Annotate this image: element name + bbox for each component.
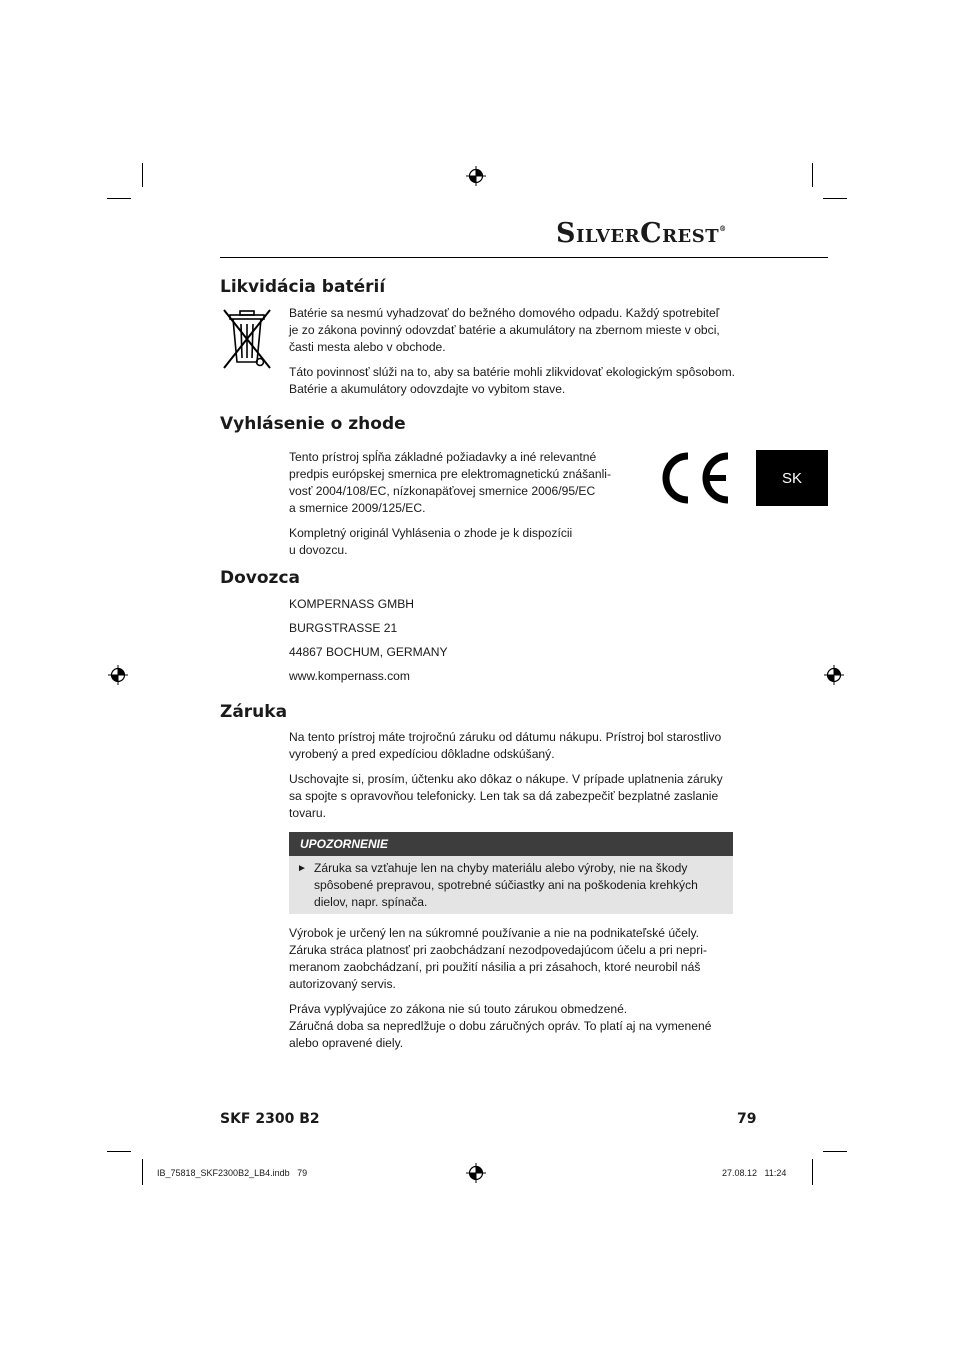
section-title-conformity: Vyhlásenie o zhode [220, 414, 406, 434]
section-title-importer: Dovozca [220, 568, 300, 588]
footer-model: SKF 2300 B2 [220, 1111, 320, 1127]
registration-mark-icon [824, 665, 844, 685]
warranty-paragraph-3: Výrobok je určený len na súkromné používanie a nie na podnikateľské účely. Záruka stráca platnosť pri zaobchádzaní nezodpovedajúcom účelu a pri nepri- meranom zaobchádzaní, pri použití násilia a pri zásahoch, ktoré neurobil náš autorizovaný servis. [289, 926, 707, 991]
warranty-paragraph-4: Práva vyplývajúce zo zákona nie sú touto zárukou obmedzené. Záručná doba sa nepredlžuje o dobu záručných opráv. To platí aj na vymenené alebo opravené diely. [289, 1002, 712, 1050]
registration-mark-icon [466, 166, 486, 186]
crop-mark [142, 163, 143, 187]
language-tab: SK [756, 450, 828, 506]
note-text: Záruka sa vzťahuje len na chyby materiálu alebo výroby, nie na škody spôsobené prepravou, spotrebné súčiastky ani na poškodenia krehkých dielov, napr. spínača. [314, 861, 698, 909]
print-datetime: 27.08.12 11:24 [722, 1168, 787, 1178]
note-body [289, 856, 733, 914]
crossed-out-bin-icon [220, 306, 274, 375]
section-title-batteries: Likvidácia batérií [220, 277, 386, 297]
crop-mark [142, 1159, 143, 1185]
arrow-bullet-icon: ► [297, 863, 307, 874]
batteries-paragraph-1: Batérie sa nesmú vyhadzovať do bežného domového odpadu. Každý spotrebiteľ je zo zákona povinný odovzdať batérie a akumulátory na zbernom mieste v obci, časti mesta alebo v obchode. [289, 306, 720, 354]
importer-city: 44867 BOCHUM, GERMANY [289, 645, 448, 659]
header-rule [220, 257, 828, 258]
importer-street: BURGSTRASSE 21 [289, 621, 398, 635]
importer-website: www.kompernass.com [289, 669, 410, 683]
crop-mark [812, 1159, 813, 1185]
ce-mark-icon [656, 451, 732, 510]
crop-mark [107, 1151, 131, 1152]
section-title-warranty: Záruka [220, 702, 288, 722]
note-header: UPOZORNENIE [289, 832, 733, 856]
crop-mark [823, 1151, 847, 1152]
conformity-paragraph-1: Tento prístroj spĺňa základné požiadavky a iné relevantné predpis európskej smernica pre elektromagnetickú znášanli- vosť 2004/108/EC, nízkonapäťovej smernice 2006/95/EC a smernice 2009/125/EC. [289, 450, 611, 515]
registration-mark-icon [108, 665, 128, 685]
batteries-paragraph-2: Táto povinnosť slúži na to, aby sa batérie mohli zlikvidovať ekologickým spôsobom. Batérie a akumulátory odovzdajte vo vybitom stave. [289, 365, 736, 396]
registration-mark-icon [466, 1163, 486, 1183]
importer-name: KOMPERNASS GMBH [289, 597, 414, 611]
print-file-info: IB_75818_SKF2300B2_LB4.indb 79 [157, 1168, 308, 1178]
crop-mark [823, 198, 847, 199]
brand-logo: SILVERCREST® [556, 218, 727, 249]
warranty-paragraph-2: Uschovajte si, prosím, účtenku ako dôkaz o nákupe. V prípade uplatnenia záruky sa spojte s opravovňou telefonicky. Len tak sa dá zabezpečiť bezplatné zaslanie tovaru. [289, 772, 723, 820]
crop-mark [812, 163, 813, 187]
conformity-paragraph-2: Kompletný originál Vyhlásenia o zhode je k dispozícii u dovozcu. [289, 526, 573, 557]
page-number: 79 [737, 1111, 757, 1127]
warranty-paragraph-1: Na tento prístroj máte trojročnú záruku od dátumu nákupu. Prístroj bol starostlivo vyrobený a pred expedíciou dôkladne odskúšaný. [289, 730, 722, 761]
crop-mark [107, 198, 131, 199]
